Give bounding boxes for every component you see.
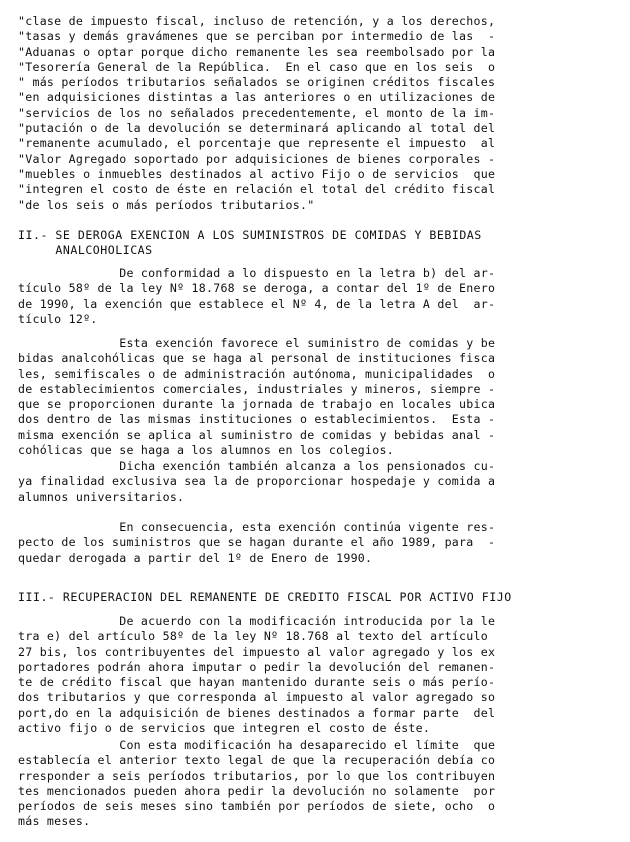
section-2-paragraph-1 — [18, 266, 618, 327]
text-line: de establecimientos comerciales, industriales y mineros, siempre - — [18, 381, 496, 396]
section-2-heading — [18, 228, 618, 259]
text-line: "en adquisiciones distintas a las anteriores o en utilizaciones de — [18, 90, 496, 105]
text-line: " más períodos tributarios señalados se originen créditos fiscales — [18, 75, 496, 90]
text-line: De acuerdo con la modificación introducida por la le — [18, 614, 496, 628]
text-line: portadores podrán ahora imputar o pedir la devolución del remanen- — [18, 659, 496, 674]
text-line: les, semifiscales o de administración autónoma, municipalidades o — [18, 366, 496, 381]
section-2-paragraph-4 — [18, 520, 618, 566]
text-line: más meses. — [18, 814, 91, 829]
section-3-paragraph-2 — [18, 738, 618, 830]
section-2-paragraph-2 — [18, 336, 618, 458]
text-line: tículo 58º de la ley Nº 18.768 se deroga, a contar del 1º de Enero — [18, 281, 496, 296]
text-line: "Tesorería General de la República. En el caso que en los seis o — [18, 59, 496, 74]
heading-line: II.- SE DEROGA EXENCION A LOS SUMINISTROS DE COMIDAS Y BEBIDAS — [18, 228, 482, 242]
text-line: 27 bis, los contribuyentes del impuesto al valor agregado y los ex — [18, 644, 496, 659]
text-line: Con esta modificación ha desaparecido el límite que — [18, 738, 496, 752]
text-line: alumnos universitarios. — [18, 489, 185, 504]
text-line: "Aduanas o optar porque dicho remanente les sea reembolsado por la — [18, 44, 496, 59]
text-line: misma exención se aplica al suministro de comidas y bebidas anal - — [18, 427, 496, 442]
text-line: te de crédito fiscal que hayan mantenido durante seis o más perío- — [18, 675, 496, 690]
section-3-paragraph-1 — [18, 614, 618, 736]
text-line: establecía el anterior texto legal de que la recuperación debía co — [18, 753, 496, 768]
text-line: "servicios de los no señalados precedentemente, el monto de la im- — [18, 105, 496, 120]
text-line: "remanente acumulado, el porcentaje que represente el impuesto al — [18, 136, 496, 151]
text-line: de 1990, la exención que establece el Nº 4, de la letra A del ar- — [18, 296, 496, 311]
text-line: tra e) del artículo 58º de la ley Nº 18.768 al texto del artículo — [18, 629, 488, 644]
text-line: dos tributarios y que corresponda al impuesto al valor agregado so — [18, 690, 496, 705]
section-3-heading — [18, 590, 618, 605]
text-line: que se proporcionen durante la jornada de trabajo en locales ubica — [18, 397, 496, 412]
text-line: Esta exención favorece el suministro de comidas y be — [18, 336, 496, 350]
text-line: "tasas y demás gravámenes que se perciban por intermedio de las - — [18, 29, 496, 44]
text-line: quedar derogada a partir del 1º de Enero de 1990. — [18, 550, 373, 565]
text-line: rresponder a seis períodos tributarios, por lo que los contribuyen — [18, 768, 496, 783]
text-line: pecto de los suministros que se hagan durante el año 1989, para - — [18, 535, 496, 550]
text-line: ya finalidad exclusiva sea la de proporcionar hospedaje y comida a — [18, 474, 496, 489]
text-line: "muebles o inmuebles destinados al activo Fijo o de servicios que — [18, 166, 496, 181]
text-line: "Valor Agregado soportado por adquisiciones de bienes corporales - — [18, 151, 496, 166]
section-2-paragraph-3 — [18, 459, 618, 505]
text-line: períodos de seis meses sino también por períodos de siete, ocho o — [18, 799, 496, 814]
text-line: port,do en la adquisición de bienes destinados a formar parte del — [18, 705, 496, 720]
text-line: dos dentro de las mismas instituciones o establecimientos. Esta - — [18, 412, 496, 427]
text-line: De conformidad a lo dispuesto en la letra b) del ar- — [18, 266, 496, 280]
text-line: En consecuencia, esta exención continúa vigente res- — [18, 520, 496, 534]
text-line: activo fijo o de servicios que integren el costo de éste. — [18, 721, 431, 736]
text-line: cohólicas que se haga a los alumnos en los colegios. — [18, 443, 394, 458]
text-line: "de los seis o más períodos tributarios." — [18, 197, 315, 212]
text-line: "integren el costo de éste en relación el total del crédito fiscal — [18, 182, 496, 197]
text-line: "putación o de la devolución se determinará aplicando al total del — [18, 121, 496, 136]
text-line: tículo 12º. — [18, 311, 98, 326]
text-line: bidas analcohólicas que se haga al personal de instituciones fisca — [18, 351, 496, 366]
text-line: Dicha exención también alcanza a los pensionados cu- — [18, 459, 496, 473]
heading-line: ANALCOHOLICAS — [18, 243, 153, 258]
heading-line: III.- RECUPERACION DEL REMANENTE DE CREDITO FISCAL POR ACTIVO FIJO — [18, 590, 512, 604]
text-line: tes mencionados pueden ahora pedir la devolución no solamente por — [18, 783, 496, 798]
text-line: "clase de impuesto fiscal, incluso de retención, y a los derechos, — [18, 14, 496, 28]
quoted-law-paragraph — [18, 14, 618, 213]
